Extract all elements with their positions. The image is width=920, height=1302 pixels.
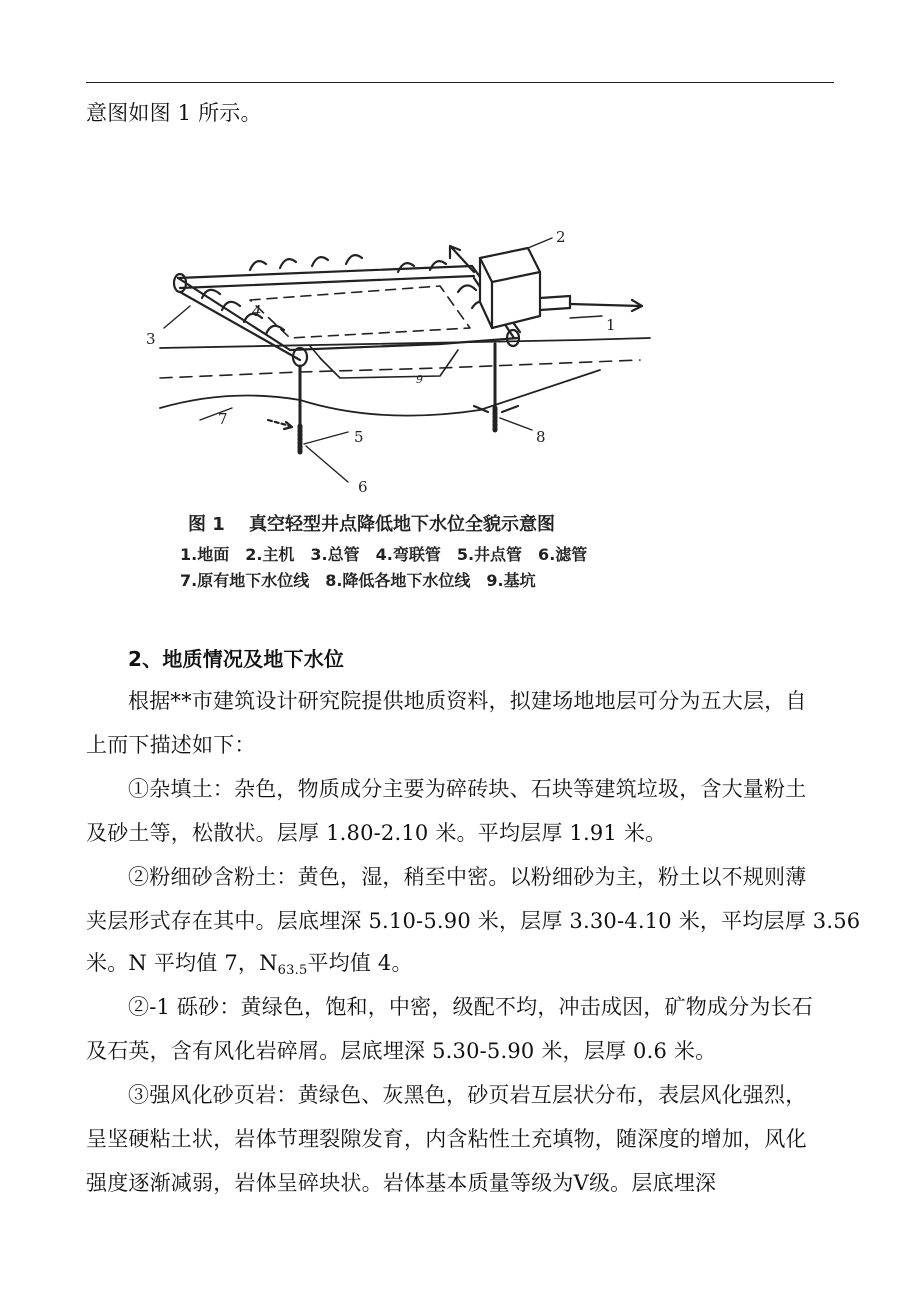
- label-8: 8: [536, 428, 546, 446]
- section-heading: 2、地质情况及地下水位: [128, 647, 345, 671]
- label-5: 5: [354, 428, 364, 446]
- para5-line2: 呈坚硬粘土状，岩体节理裂隙发育，内含粘性土充填物，随深度的增加，风化: [86, 1127, 807, 1151]
- para3-line2: 夹层形式存在其中。层底埋深 5.10-5.90 米，层厚 3.30-4.10 米，平均层厚 3.56: [86, 909, 861, 933]
- pump-unit: [480, 248, 540, 328]
- para5-line1: ③强风化砂页岩：黄绿色、灰黑色，砂页岩互层状分布，表层风化强烈，: [128, 1083, 807, 1107]
- label-3: 3: [146, 330, 156, 348]
- para3-line3-a: 米。N 平均值 7，N: [86, 951, 278, 975]
- label-4: 4: [252, 302, 262, 320]
- original-water-table: [160, 360, 640, 378]
- label-6: 6: [358, 478, 368, 496]
- label-2: 2: [556, 228, 566, 246]
- figure-1: [140, 220, 660, 600]
- figure-legend-line1: 1.地面 2.主机 3.总管 4.弯联管 5.井点管 6.滤管: [180, 545, 588, 564]
- label-9: 9: [416, 373, 423, 386]
- para2-line1: ①杂填土：杂色，物质成分主要为碎砖块、石块等建筑垃圾，含大量粉土: [128, 777, 807, 801]
- label-7: 7: [218, 410, 228, 428]
- para5-line3: 强度逐渐减弱，岩体呈碎块状。岩体基本质量等级为Ⅴ级。层底埋深: [86, 1171, 717, 1195]
- intro-line: 意图如图 1 所示。: [86, 101, 262, 125]
- para1-line2: 上而下描述如下：: [86, 733, 256, 757]
- figure-legend-line2: 7.原有地下水位线 8.降低各地下水位线 9.基坑: [180, 571, 536, 590]
- foundation-pit: [320, 350, 458, 378]
- header-rule: [86, 82, 834, 83]
- para4-line2: 及石英，含有风化岩碎屑。层底埋深 5.30-5.90 米，层厚 0.6 米。: [86, 1039, 717, 1063]
- header-pipe-left: [178, 278, 290, 350]
- para1-line1: 根据**市建筑设计研究院提供地质资料，拟建场地地层可分为五大层，自: [128, 689, 807, 713]
- para2-line2: 及砂土等，松散状。层厚 1.80-2.10 米。平均层厚 1.91 米。: [86, 821, 667, 845]
- para4-line1: ②-1 砾砂：黄绿色，饱和，中密，级配不均，冲击成因，矿物成分为长石: [128, 995, 813, 1019]
- para3-line1: ②粉细砂含粉土：黄色，湿，稍至中密。以粉细砂为主，粉土以不规则薄: [128, 865, 807, 889]
- figure-caption-title: 图 1 真空轻型井点降低地下水位全貌示意图: [188, 514, 556, 535]
- para3-line3-b: 平均值 4。: [307, 951, 413, 975]
- label-1: 1: [606, 316, 616, 334]
- para3-line3: [86, 950, 413, 984]
- n-subscript: 63.5: [277, 963, 308, 978]
- header-pipe-back: [178, 266, 472, 278]
